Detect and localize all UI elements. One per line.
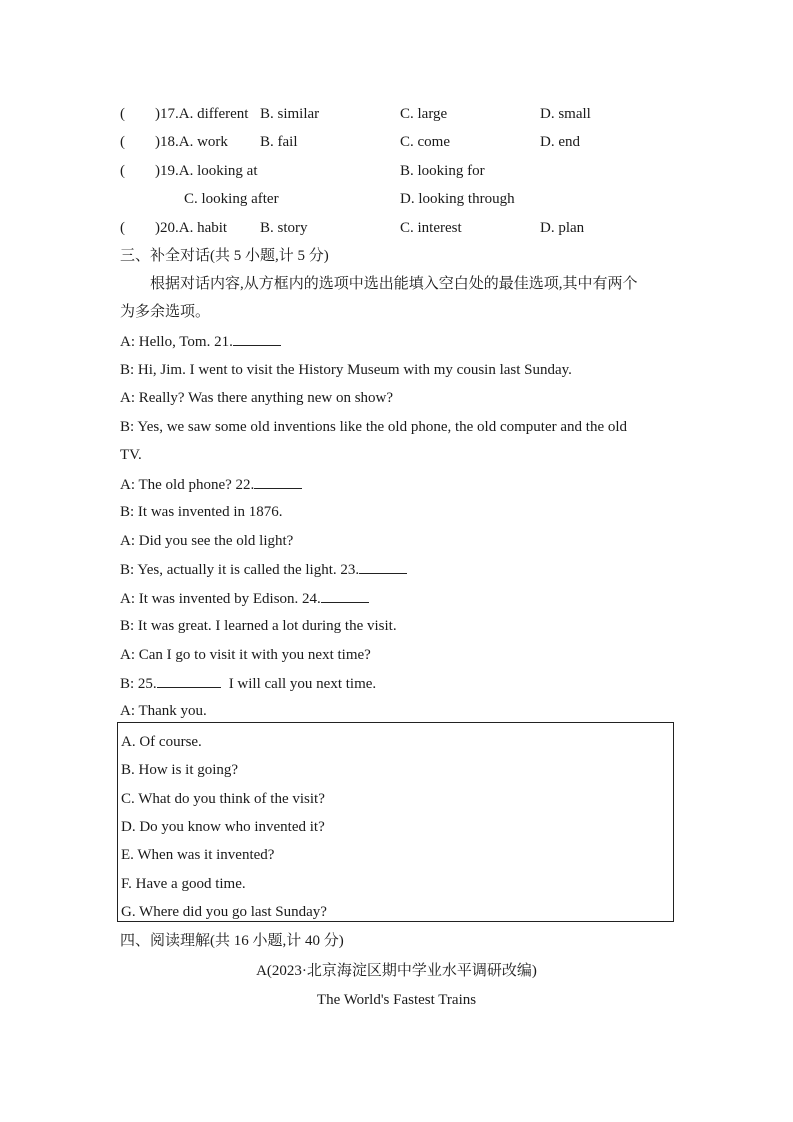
answer-blank-24[interactable] (321, 588, 369, 603)
option-c: C. What do you think of the visit? (121, 791, 325, 807)
dialogue-line: A: Really? Was there anything new on show? (120, 390, 394, 406)
question-17-option-c: C. large (400, 106, 448, 122)
question-18-stem: ( )18.A. work (120, 134, 228, 150)
section-4-heading: 四、阅读理解(共 16 小题,计 40 分) (120, 933, 344, 949)
dialogue-line (120, 588, 369, 609)
dialogue-text: A: Hello, Tom. 21. (120, 334, 233, 350)
dialogue-text: B: Yes, actually it is called the light. 23. (120, 562, 360, 578)
question-18-option-d: D. end (540, 134, 580, 150)
question-17-option-b: B. similar (260, 106, 320, 122)
question-18-option-b: B. fail (260, 134, 298, 150)
answer-blank-22[interactable] (254, 474, 302, 489)
section-3-heading: 三、补全对话(共 5 小题,计 5 分) (120, 248, 329, 264)
dialogue-text-after: I will call you next time. (228, 676, 377, 692)
passage-title: The World's Fastest Trains (316, 992, 477, 1008)
question-19-stem: ( )19.A. looking at (120, 163, 258, 179)
answer-blank-23[interactable] (359, 559, 407, 574)
question-20-option-c: C. interest (400, 220, 462, 236)
question-17-option-d: D. small (540, 106, 591, 122)
question-20-stem: ( )20.A. habit (120, 220, 228, 236)
dialogue-text: A: The old phone? 22. (120, 477, 255, 493)
question-18-option-c: C. come (400, 134, 450, 150)
option-b: B. How is it going? (121, 762, 239, 778)
option-d: D. Do you know who invented it? (121, 819, 325, 835)
dialogue-text: B: 25. (120, 676, 157, 692)
dialogue-line: A: Thank you. (120, 703, 207, 719)
question-19-option-d: D. looking through (400, 191, 515, 207)
answer-blank-25[interactable] (157, 673, 221, 688)
passage-source: A(2023·北京海淀区期中学业水平调研改编) (256, 963, 537, 979)
dialogue-line (120, 474, 302, 495)
section-3-instruction: 根据对话内容,从方框内的选项中选出能填入空白处的最佳选项,其中有两个 (150, 276, 638, 292)
question-20-option-d: D. plan (540, 220, 585, 236)
dialogue-line: A: Can I go to visit it with you next time? (120, 647, 371, 663)
dialogue-line: B: It was invented in 1876. (120, 504, 283, 520)
dialogue-line: B: Hi, Jim. I went to visit the History Museum with my cousin last Sunday. (120, 362, 572, 378)
section-3-instruction-cont: 为多余选项。 (120, 304, 211, 320)
answer-blank-21[interactable] (233, 331, 281, 346)
options-box (117, 722, 674, 922)
option-f: F. Have a good time. (121, 876, 246, 892)
dialogue-line: A: Did you see the old light? (120, 533, 294, 549)
dialogue-line: TV. (120, 447, 142, 463)
dialogue-line (120, 673, 376, 694)
option-a: A. Of course. (121, 734, 202, 750)
dialogue-text: A: It was invented by Edison. 24. (120, 591, 321, 607)
question-19-option-b: B. looking for (400, 163, 485, 179)
dialogue-line: B: Yes, we saw some old inventions like the old phone, the old computer and the old (120, 419, 628, 435)
option-g: G. Where did you go last Sunday? (121, 904, 327, 920)
dialogue-line (120, 331, 281, 352)
question-20-option-b: B. story (260, 220, 308, 236)
dialogue-line: B: It was great. I learned a lot during the visit. (120, 618, 397, 634)
question-17-stem: ( )17.A. different (120, 106, 249, 122)
option-e: E. When was it invented? (121, 847, 275, 863)
dialogue-line (120, 559, 407, 580)
question-19-option-c: C. looking after (184, 191, 279, 207)
